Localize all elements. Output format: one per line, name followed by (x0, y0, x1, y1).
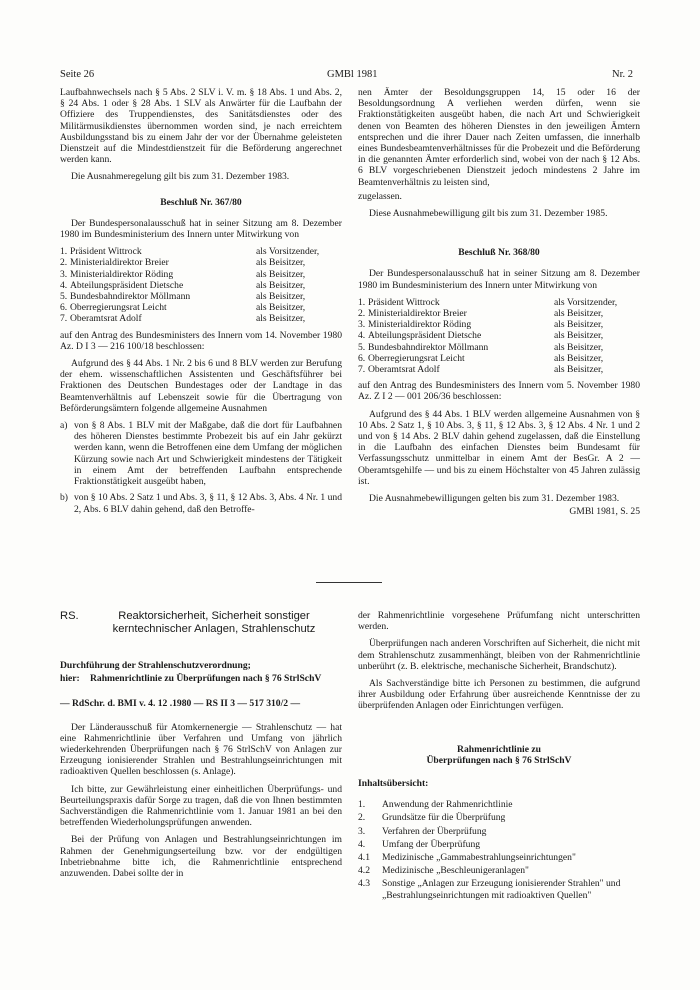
toc-text: Umfang der Überprüfung (382, 838, 481, 850)
paragraph: Die Ausnahmeregelung gilt bis zum 31. Dezember 1983. (71, 171, 290, 183)
lower-right-column (358, 610, 640, 903)
toc-row (358, 799, 640, 812)
member-name: Oberregierungsrat Leicht (368, 352, 465, 364)
member-number: 5. (358, 341, 366, 353)
toc-text: Medizinische „Beschleunigeranlagen" (382, 865, 529, 877)
paragraph: zugelassen. (358, 190, 402, 202)
subject-detail (60, 673, 342, 684)
member-name: Ministerialdirektor Breier (368, 308, 467, 320)
citation: GMBl 1981, S. 25 (569, 506, 640, 518)
member-number: 5. (60, 291, 68, 303)
member-number: 7. (60, 313, 68, 325)
member-number: 2. (358, 308, 366, 320)
member-role: als Beisitzer, (554, 308, 604, 320)
table-of-contents (358, 799, 640, 903)
paragraph: Der Länderausschuß für Atomkernenergie — Strahlenschutz — hat eine Rahmenrichtlinie über Verfahren und Umfang von jährlich wiederkehrenden Überprüfungen nach § 76 StrlSchV von Anlagen zur Erzeugung ionisierender Strahlen und Bestrahlungseinrichtungen mit radioaktiven Quellen beschlossen (s. Anlage). (60, 721, 342, 778)
paragraph: auf den Antrag des Bundesministers des Innern vom 14. November 1980 Az. D I 3 — 216 100/18 beschlossen: (60, 329, 342, 352)
toc-number: 4.3 (358, 878, 370, 890)
paragraph: Ich bitte, zur Gewährleistung einer einheitlichen Überprüfungs- und Beurteilungspraxis dafür Sorge zu tragen, daß die von Ihnen bestimmten Sachverständigen die Rahmenrichtlinie vom 1. Januar 1981 an bei den betreffenden Wiederholungsprüfungen anwenden. (60, 783, 342, 829)
hier-label: hier: (60, 673, 80, 685)
member-row (60, 302, 342, 313)
section-divider (316, 582, 382, 583)
subject-line: Durchführung der Strahlenschutzverordnung; (60, 660, 251, 671)
member-name: Oberamtsrat Adolf (368, 364, 440, 376)
member-role: als Beisitzer, (256, 302, 306, 314)
list-text: von § 10 Abs. 2 Satz 1 und Abs. 3, § 11, § 12 Abs. 3, Abs. 4 Nr. 1 und 2, Abs. 6 BLV dahin gehend, daß den Betroffe- (74, 492, 342, 515)
toc-text: Grundsätze für die Überprüfung (382, 812, 506, 824)
member-role: als Beisitzer, (554, 364, 604, 376)
member-name: Abteilungspräsident Dietsche (368, 330, 482, 342)
resolution-heading: Beschluß Nr. 368/80 (458, 247, 540, 259)
toc-title: Inhaltsübersicht: (358, 778, 429, 790)
paragraph: Laufbahnwechsels nach § 5 Abs. 2 SLV i. V. m. § 18 Abs. 1 und Abs. 2, § 24 Abs. 1 oder § 28 Abs. 1 SLV als Anwärter für die Laufbahn der Offiziere des Truppendienstes, des Sanitätsdienstes oder des Militärmusikdienstes übernommen worden sind, je nach erreichtem Ausbildungsstand bis zu einem Jahr der vor der Übernahme geleisteten Dienstzeit auf die Mindestdienstzeit für die Beförderung angerechnet werden kann. (60, 87, 342, 166)
paragraph: auf den Antrag des Bundesministers des Innern vom 5. November 1980 Az. Z I 2 — 001 206/36 beschlossen: (358, 380, 640, 403)
member-role: als Vorsitzender, (256, 246, 320, 258)
member-row (60, 280, 342, 291)
circular-reference: — RdSchr. d. BMI v. 4. 12 .1980 — RS II 3 — 517 310/2 — (60, 698, 301, 710)
toc-row (358, 865, 640, 878)
member-name: Präsident Wittrock (70, 246, 142, 258)
paragraph: Diese Ausnahmebewilligung gilt bis zum 31. Dezember 1985. (369, 208, 608, 220)
paragraph: Die Ausnahmebewilligungen gelten bis zum 31. Dezember 1983. (369, 493, 620, 505)
member-name: Oberamtsrat Adolf (70, 313, 142, 325)
toc-number: 2. (358, 812, 366, 824)
member-number: 3. (358, 319, 366, 331)
member-row (60, 313, 342, 324)
member-name: Ministerialdirektor Röding (368, 319, 472, 331)
member-name: Bundesbahndirektor Möllmann (70, 291, 191, 303)
journal-title: GMBl 1981 (327, 69, 378, 80)
member-role: als Beisitzer, (256, 268, 306, 280)
list-item (60, 492, 342, 514)
section-title-text: Reaktorsicherheit, Sicherheit sonstiger kerntechnischer Anlagen, Strahlenschutz (112, 610, 316, 635)
member-row (358, 319, 640, 330)
upper-right-column (358, 87, 640, 524)
member-number: 3. (60, 268, 68, 280)
member-role: als Vorsitzender, (554, 296, 618, 308)
lower-left-column (60, 610, 342, 885)
paragraph: Der Bundespersonalausschuß hat in seiner Sitzung am 8. Dezember 1980 im Bundesministerium des Innern unter Mitwirkung von (60, 217, 342, 241)
toc-row (358, 812, 640, 825)
member-name: Ministerialdirektor Röding (70, 268, 174, 280)
member-role: als Beisitzer, (554, 341, 604, 353)
paragraph: Aufgrund des § 44 Abs. 1 BLV werden allgemeine Ausnahmen von § 10 Abs. 2 Satz 1, § 10 Abs. 3, § 11, § 12 Abs. 3, § 12 Abs. 4 Nr. 1 und 2 und von § 14 Abs. 2 BLV dahin gehend zugelassen, daß die Einstellung in die Laufbahn des einfachen Dienstes beim Bundesamt für Verfassungsschutz unmittelbar in einem Amt der BesGr. A 2 — Oberamtsgehilfe — und bis zu einem Höchstalter von 45 Jahren zulässig ist. (358, 408, 640, 487)
member-row (60, 246, 342, 257)
member-row (60, 269, 342, 280)
member-role: als Beisitzer, (256, 313, 306, 325)
list-item (60, 420, 342, 487)
toc-row (358, 878, 640, 902)
member-number: 4. (60, 279, 68, 291)
toc-row (358, 852, 640, 865)
paragraph: nen Ämter der Besoldungsgruppen 14, 15 oder 16 der Besoldungsordnung A verliehen werden dürfen, wenn sie Fraktionstätigkeiten ausgeübt haben, die nach Art und Schwierigkeit denen von Beamten des höheren Dienstes in den jeweiligen Ämtern entsprechen und die ihrer Dauer nach Zeiten umfassen, die innerhalb eines Bundesbeamtenverhältnisses für die Probezeit und die Beförderung in die genannten Ämter erforderlich sind, wobei von der nach § 12 Abs. 6 BLV vorgeschriebenen Dienstzeit jedoch mindestens 2 Jahre im Beamtenverhältnis zu leisten sind, (358, 87, 640, 188)
member-list (60, 246, 342, 324)
paragraph: Der Bundespersonalausschuß hat in seiner Sitzung am 8. Dezember 1980 im Bundesministerium des Innern unter Mitwirkung von (358, 268, 640, 291)
paragraph: der Rahmenrichtlinie vorgesehene Prüfumfang nicht unterschritten werden. (358, 610, 640, 633)
member-number: 1. (358, 296, 366, 308)
member-name: Oberregierungsrat Leicht (70, 302, 167, 314)
member-number: 1. (60, 246, 68, 258)
member-name: Bundesbahndirektor Möllmann (368, 341, 489, 353)
paragraph: Als Sachverständige bitte ich Personen zu bestimmen, die aufgrund ihrer Ausbildung oder Erfahrung über ausreichende Kenntnisse der zu überprüfenden Anlagen oder Einrichtungen verfügen. (358, 678, 640, 712)
toc-text: Medizinische „Gammabestrahlungseinrichtungen" (382, 852, 576, 864)
guideline-heading: Rahmenrichtlinie zu (457, 743, 541, 755)
member-role: als Beisitzer, (256, 291, 306, 303)
member-row (60, 257, 342, 268)
page-number: Seite 26 (60, 69, 95, 80)
member-row (60, 291, 342, 302)
member-role: als Beisitzer, (554, 319, 604, 331)
member-row (358, 308, 640, 319)
toc-number: 4. (358, 838, 366, 850)
upper-left-column (60, 87, 342, 520)
member-list (358, 297, 640, 375)
member-number: 6. (60, 302, 68, 314)
member-row (358, 342, 640, 353)
member-role: als Beisitzer, (256, 257, 306, 269)
list-text: von § 8 Abs. 1 BLV mit der Maßgabe, daß die dort für Laufbahnen des höheren Dienstes bestimmte Probezeit bis auf ein Jahr gekürzt werden kann, wenn die Betroffenen eine dem Umfang der möglichen Kürzung sowie nach Art und Schwierigkeit mindestens der Tätigkeit in einem Amt der betreffenden Laufbahn entsprechende Fraktionstätigkeit ausgeübt haben, (74, 420, 342, 488)
paragraph: Bei der Prüfung von Anlagen und Bestrahlungseinrichtungen im Rahmen der Genehmigungserteilung bzw. vor der endgültigen Inbetriebnahme bitte ich, die Rahmenrichtlinie entsprechend anzuwenden. Dabei sollte der in (60, 834, 342, 880)
toc-text: Anwendung der Rahmenrichtlinie (382, 799, 513, 811)
member-number: 6. (358, 352, 366, 364)
toc-number: 4.2 (358, 865, 370, 877)
hier-text: Rahmenrichtlinie zu Überprüfungen nach § 76 StrlSchV (90, 673, 322, 685)
member-row (358, 364, 640, 375)
member-number: 7. (358, 364, 366, 376)
paragraph: Aufgrund des § 44 Abs. 1 Nr. 2 bis 6 und 8 BLV werden zur Berufung der ehem. wissenschaftlichen Assistenten und Geschäftsführer bei Fraktionen des Deutschen Bundestages oder der Landtage in das Beamtenverhältnis auf Lebenszeit sowie für die Übertragung von Beförderungsämtern folgende allgemeine Ausnahmen (60, 358, 342, 414)
toc-number: 1. (358, 799, 366, 811)
section-title (60, 610, 342, 636)
member-row (358, 297, 640, 308)
member-role: als Beisitzer, (256, 279, 306, 291)
member-name: Präsident Wittrock (368, 296, 440, 308)
toc-number: 4.1 (358, 852, 370, 864)
member-number: 2. (60, 257, 68, 269)
list-label: b) (60, 492, 68, 504)
toc-text: Sonstige „Anlagen zur Erzeugung ionisierender Strahlen" und „Bestrahlungseinrichtungen mit radioaktiven Quellen" (382, 878, 621, 901)
member-role: als Beisitzer, (554, 330, 604, 342)
list-label: a) (60, 420, 68, 432)
member-row (358, 330, 640, 341)
toc-number: 3. (358, 825, 366, 837)
member-row (358, 353, 640, 364)
member-name: Abteilungspräsident Dietsche (70, 279, 184, 291)
toc-row (358, 826, 640, 839)
toc-row (358, 839, 640, 852)
guideline-heading: Überprüfungen nach § 76 StrlSchV (426, 754, 572, 766)
paragraph: Überprüfungen nach anderen Vorschriften auf Sicherheit, die nicht mit dem Strahlenschutz zusammenhängt, bleiben von der Rahmenrichtlinie unberührt (z. B. elektrische, mechanische Sicherheit, Brandschutz). (358, 638, 640, 672)
section-code: RS. (60, 610, 79, 622)
issue-number: Nr. 2 (612, 69, 633, 80)
resolution-heading: Beschluß Nr. 367/80 (160, 196, 242, 208)
member-role: als Beisitzer, (554, 352, 604, 364)
member-number: 4. (358, 330, 366, 342)
toc-text: Verfahren der Überprüfung (382, 825, 487, 837)
member-name: Ministerialdirektor Breier (70, 257, 169, 269)
